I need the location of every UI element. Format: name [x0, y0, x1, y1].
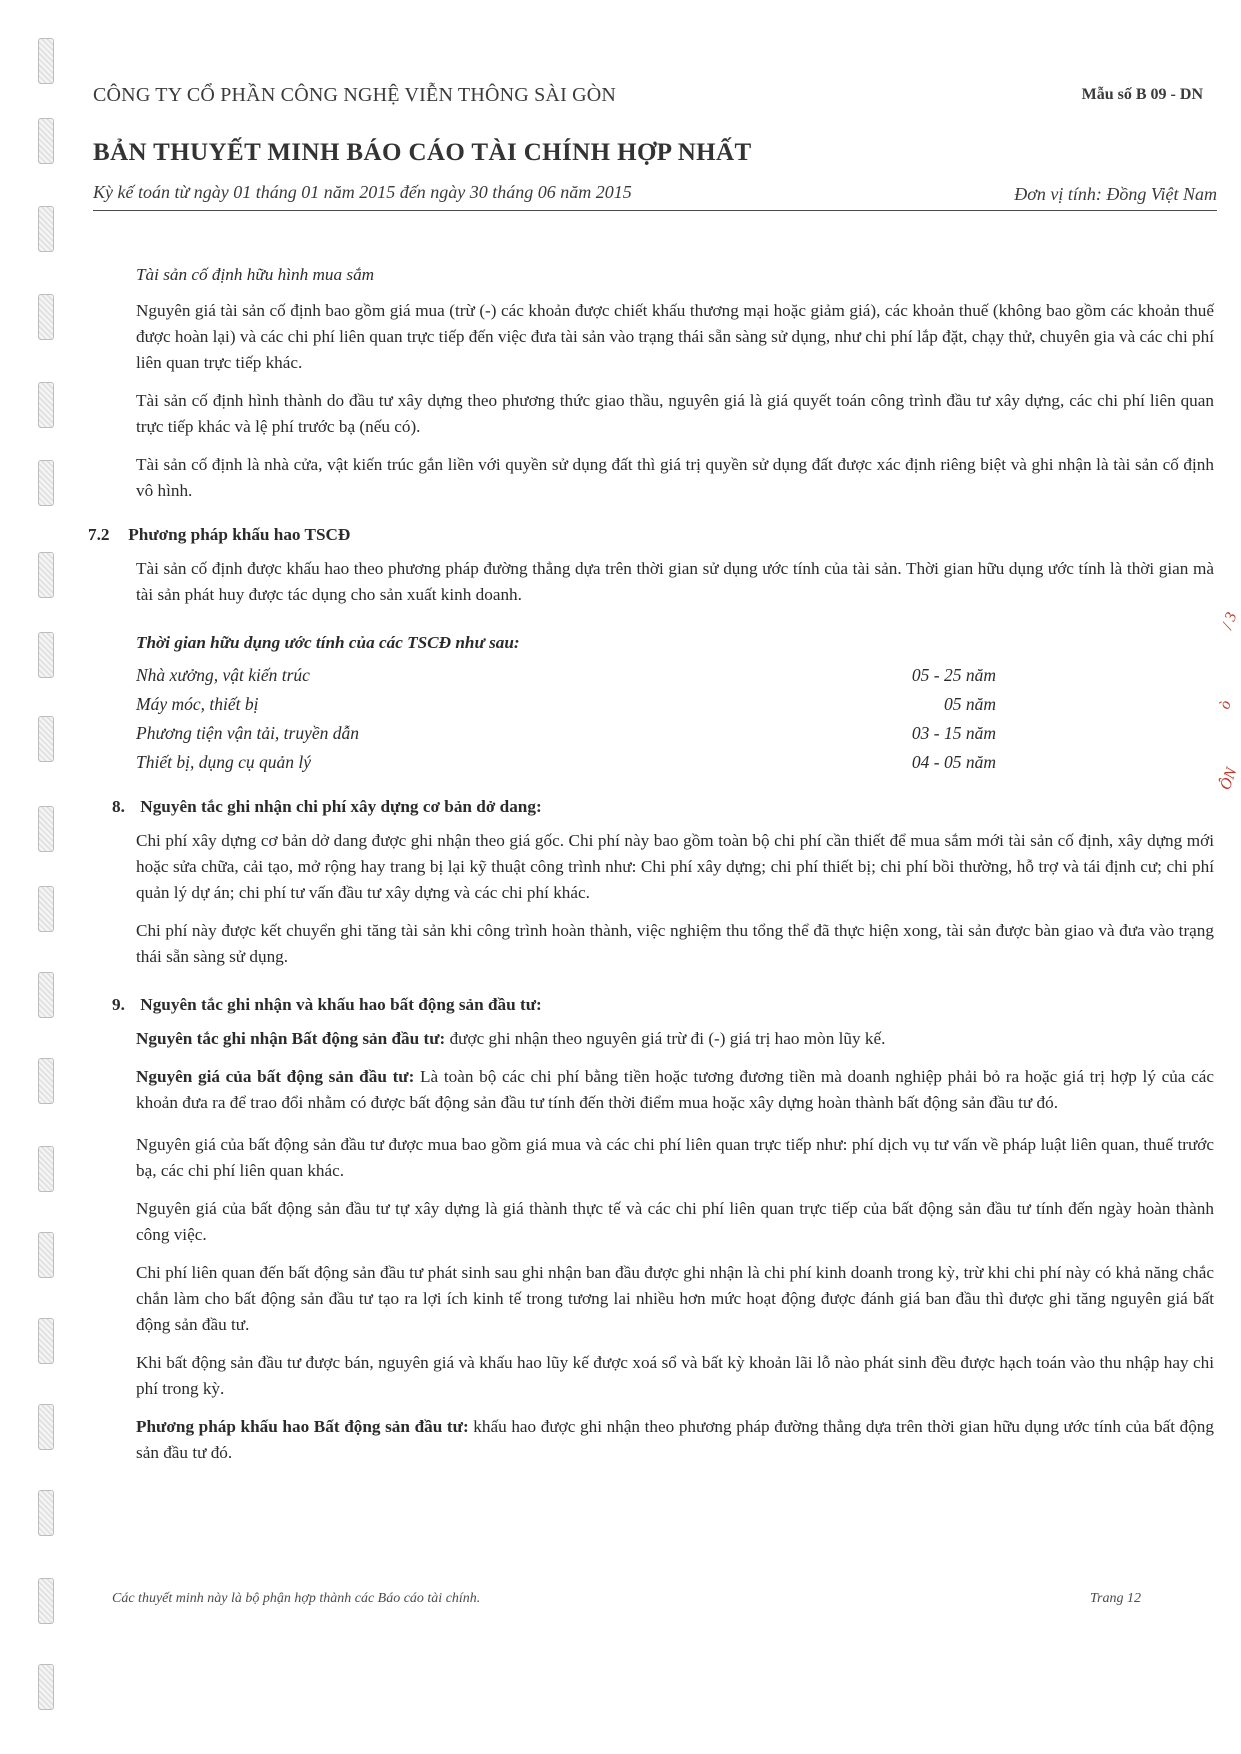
binding-hole — [38, 1318, 54, 1364]
asset-name: Thiết bị, dụng cụ quản lý — [136, 751, 311, 772]
binding-hole — [38, 886, 54, 932]
binding-hole — [38, 1146, 54, 1192]
binding-hole — [38, 1232, 54, 1278]
header-divider — [93, 210, 1217, 211]
section-title: Phương pháp khấu hao TSCĐ — [128, 525, 351, 544]
useful-life-table — [136, 660, 1206, 776]
binding-hole — [38, 1664, 54, 1710]
paragraph: Chi phí liên quan đến bất động sản đầu tư phát sinh sau ghi nhận ban đầu được ghi nhận là chi phí kinh doanh trong kỳ, trừ khi chi phí này có khả năng chắc chắn làm cho bất động sản đầu tư tạo ra lợi ích kinh tế trong tương lai nhiều hơn mức hoạt động được đánh giá ban đầu thì được ghi tăng nguyên giá bất động sản đầu tư. — [136, 1263, 1214, 1334]
useful-life: 05 năm — [943, 693, 996, 714]
paragraph: Chi phí này được kết chuyển ghi tăng tài sản khi công trình hoàn thành, việc nghiệm thu tổng thể đã thực hiện xong, tài sản được bàn giao và đưa vào trạng thái sẵn sàng sử dụng. — [136, 921, 1214, 966]
asset-name: Máy móc, thiết bị — [136, 693, 259, 714]
binding-hole — [38, 1490, 54, 1536]
handwritten-mark: ò — [1216, 698, 1235, 712]
paragraph: Nguyên giá của bất động sản đầu tư tự xây dựng là giá thành thực tế và các chi phí liên quan trực tiếp của bất động sản đầu tư tính đến ngày hoàn thành công việc. — [136, 1199, 1214, 1244]
table-row — [136, 718, 1206, 747]
paragraph: Tài sản cố định là nhà cửa, vật kiến trúc gắn liền với quyền sử dụng đất thì giá trị quyền sử dụng đất được xác định riêng biệt và ghi nhận là tài sản cố định vô hình. — [136, 455, 1214, 500]
useful-life: 03 - 15 năm — [911, 722, 996, 743]
table-row — [136, 689, 1206, 718]
paragraph: Nguyên giá của bất động sản đầu tư được mua bao gồm giá mua và các chi phí liên quan trực tiếp như: phí dịch vụ tư vấn về pháp luật liên quan, thuế trước bạ, các chi phí liên quan khác. — [136, 1135, 1214, 1180]
footer-note: Các thuyết minh này là bộ phận hợp thành các Báo cáo tài chính. — [112, 1591, 481, 1606]
page-number: Trang 12 — [1090, 1591, 1141, 1606]
currency-unit: Đơn vị tính: Đồng Việt Nam — [1014, 184, 1217, 204]
binding-hole — [38, 632, 54, 678]
useful-life-heading: Thời gian hữu dụng ước tính của các TSCĐ như sau: — [136, 633, 520, 652]
section-heading-7-2 — [88, 522, 1214, 548]
company-name: CÔNG TY CỔ PHẦN CÔNG NGHỆ VIỄN THÔNG SÀI GÒN — [93, 84, 617, 106]
paragraph-label: Phương pháp khấu hao Bất động sản đầu tư: — [136, 1417, 469, 1436]
binding-hole — [38, 206, 54, 252]
binding-hole — [38, 1578, 54, 1624]
subheading-tangible-assets: Tài sản cố định hữu hình mua sắm — [136, 265, 375, 284]
binding-hole — [38, 118, 54, 164]
paragraph: Chi phí xây dựng cơ bản dở dang được ghi nhận theo giá gốc. Chi phí này bao gồm toàn bộ chi phí cần thiết để mua sắm mới tài sản cố định, xây dựng mới hoặc sửa chữa, cải tạo, mở rộng hay trang bị lại kỹ thuật công trình như: Chi phí xây dựng; chi phí thiết bị; chi phí bồi thường, hỗ trợ và tái định cư; chi phí quản lý dự án; chi phí tư vấn đầu tư xây dựng và các chi phí khác. — [136, 831, 1214, 902]
paragraph — [98, 1414, 1214, 1466]
binding-hole — [38, 1058, 54, 1104]
paragraph-label: Nguyên giá của bất động sản đầu tư: — [136, 1067, 415, 1086]
paragraph-text: được ghi nhận theo nguyên giá trừ đi (-) giá trị hao mòn lũy kế. — [445, 1029, 886, 1048]
paragraph: Tài sản cố định được khấu hao theo phương pháp đường thẳng dựa trên thời gian sử dụng ước tính của tài sản. Thời gian hữu dụng ước tính là thời gian mà tài sản phát huy được tác dụng cho sản xuất kinh doanh. — [136, 559, 1214, 604]
handwritten-mark: / 3 — [1218, 610, 1241, 632]
binding-hole — [38, 806, 54, 852]
asset-name: Phương tiện vận tải, truyền dẫn — [136, 722, 360, 743]
useful-life: 05 - 25 năm — [911, 664, 996, 685]
binding-hole — [38, 1404, 54, 1450]
section-heading-9 — [98, 992, 1214, 1018]
section-title: Nguyên tắc ghi nhận và khấu hao bất động sản đầu tư: — [140, 995, 542, 1014]
binding-hole — [38, 38, 54, 84]
section-number: 8. — [112, 797, 125, 816]
table-row — [136, 660, 1206, 689]
useful-life: 04 - 05 năm — [911, 751, 996, 772]
paragraph: Nguyên giá tài sản cố định bao gồm giá mua (trừ (-) các khoản được chiết khấu thương mại hoặc giảm giá), các khoản thuế (không bao gồm các khoản thuế được hoàn lại) và các chi phí liên quan trực tiếp đến việc đưa tài sản vào trạng thái sẵn sàng sử dụng, như chi phí lắp đặt, chạy thử, chuyên gia và các chi phí liên quan trực tiếp khác. — [136, 301, 1214, 372]
paragraph: Tài sản cố định hình thành do đầu tư xây dựng theo phương thức giao thầu, nguyên giá là giá quyết toán công trình đầu tư xây dựng, các chi phí liên quan trực tiếp khác và lệ phí trước bạ (nếu có). — [136, 391, 1214, 436]
section-title: Nguyên tắc ghi nhận chi phí xây dựng cơ bản dở dang: — [140, 797, 542, 816]
paragraph-text: Là toàn bộ các chi phí bằng tiền hoặc tương đương tiền mà doanh nghiệp phải bỏ ra hoặc giá trị hợp lý của các khoản đưa ra để trao đổi nhằm có được bất động sản đầu tư tính đến thời điểm mua hoặc xây dựng hoàn thành bất động sản đầu tư đó. — [136, 1067, 1215, 1112]
paragraph — [98, 1064, 1214, 1116]
binding-hole — [38, 382, 54, 428]
form-number: Mẫu số B 09 - DN — [1081, 86, 1203, 103]
section-heading-8 — [98, 794, 1214, 820]
reporting-period: Kỳ kế toán từ ngày 01 tháng 01 năm 2015 đến ngày 30 tháng 06 năm 2015 — [93, 182, 632, 202]
document-body — [88, 262, 1215, 1478]
asset-name: Nhà xưởng, vật kiến trúc — [136, 664, 310, 685]
paragraph-label: Nguyên tắc ghi nhận Bất động sản đầu tư: — [136, 1029, 446, 1048]
paragraph: Khi bất động sản đầu tư được bán, nguyên giá và khấu hao lũy kế được xoá sổ và bất kỳ khoản lãi lỗ nào phát sinh đều được hạch toán vào thu nhập hay chi phí trong kỳ. — [136, 1353, 1214, 1398]
binding-hole — [38, 552, 54, 598]
section-number: 7.2 — [88, 525, 110, 544]
binding-hole — [38, 972, 54, 1018]
binding-hole — [38, 294, 54, 340]
paragraph — [98, 1026, 1214, 1052]
binding-hole — [38, 716, 54, 762]
paragraph-text: khấu hao được ghi nhận theo phương pháp đường thẳng dựa trên thời gian hữu dụng ước tính của bất động sản đầu tư đó. — [136, 1417, 1214, 1462]
handwritten-mark: ÔN — [1216, 765, 1241, 793]
document-title: BẢN THUYẾT MINH BÁO CÁO TÀI CHÍNH HỢP NHẤT — [93, 139, 752, 166]
binding-hole — [38, 460, 54, 506]
section-number: 9. — [112, 995, 125, 1014]
table-row — [136, 747, 1206, 776]
